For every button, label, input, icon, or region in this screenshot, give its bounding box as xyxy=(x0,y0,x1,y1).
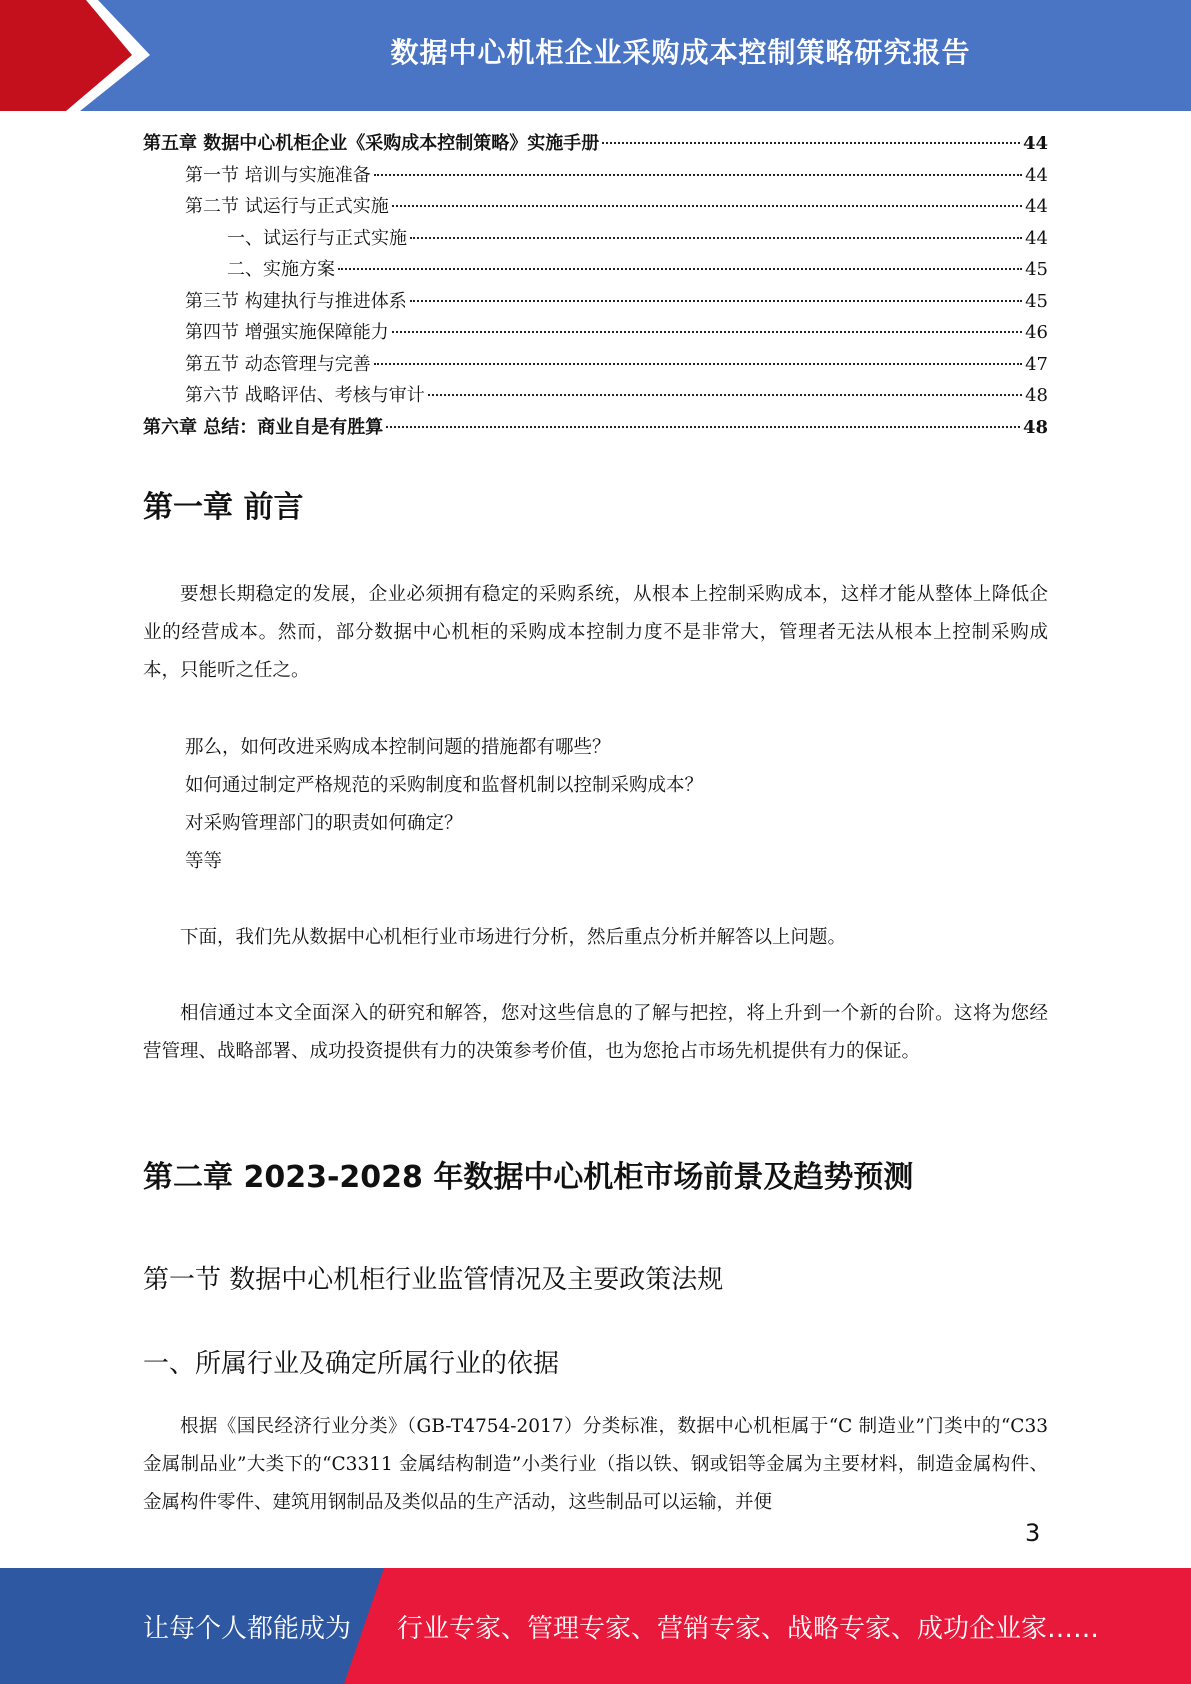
toc-entry[interactable] xyxy=(143,160,1048,192)
subsection-title: 一、所属行业及确定所属行业的依据 xyxy=(143,1349,560,1379)
toc-leader-dots xyxy=(374,363,1022,365)
toc-entry[interactable] xyxy=(143,254,1048,286)
toc-entry-label: 第四节 增强实施保障能力 xyxy=(185,322,389,343)
footer-slogan-left: 让每个人都能成为 xyxy=(143,1613,352,1644)
chapter-1-paragraph-2: 下面，我们先从数据中心机柜行业市场进行分析，然后重点分析并解答以上问题。 xyxy=(180,927,847,948)
toc-entry-label: 二、实施方案 xyxy=(227,259,335,280)
toc-entry[interactable] xyxy=(143,286,1048,318)
toc-entry-label: 第一节 培训与实施准备 xyxy=(185,164,371,186)
toc-entry-page: 44 xyxy=(1025,196,1048,217)
toc-leader-dots xyxy=(392,205,1022,207)
chapter-1-paragraph-3: 相信通过本文全面深入的研究和解答，您对这些信息的了解与把控，将上升到一个新的台阶。这将为您经营管理、战略部署、成功投资提供有力的决策参考价值，也为您抢占市场先机提供有力的保证。 xyxy=(143,1003,1048,1062)
toc-entry[interactable] xyxy=(143,128,1048,160)
question-line-4: 等等 xyxy=(185,851,223,872)
toc-entry[interactable] xyxy=(143,223,1048,255)
toc-entry-page: 45 xyxy=(1025,290,1048,312)
toc-entry[interactable] xyxy=(143,191,1048,223)
toc-leader-dots xyxy=(392,331,1022,333)
toc-leader-dots xyxy=(602,142,1020,144)
toc-entry-page: 48 xyxy=(1022,416,1048,438)
toc-entry[interactable] xyxy=(143,349,1048,381)
toc-leader-dots xyxy=(338,268,1022,270)
toc-entry-label: 第五节 动态管理与完善 xyxy=(185,353,371,375)
toc-entry-label: 第六章 总结：商业自是有胜算 xyxy=(143,416,384,438)
toc-leader-dots xyxy=(374,174,1022,176)
toc-entry[interactable] xyxy=(143,412,1048,444)
page-header xyxy=(0,0,1191,111)
toc-entry-page: 47 xyxy=(1025,353,1048,375)
toc-entry-label: 第六节 战略评估、考核与审计 xyxy=(185,385,425,406)
toc-entry-page: 46 xyxy=(1025,322,1048,343)
toc-leader-dots xyxy=(428,394,1022,396)
table-of-contents xyxy=(143,128,1048,443)
footer-slogan-right: 行业专家、管理专家、营销专家、战略专家、成功企业家…… xyxy=(397,1613,1100,1644)
toc-entry-label: 第二节 试运行与正式实施 xyxy=(185,196,389,217)
toc-entry[interactable] xyxy=(143,317,1048,349)
page-footer xyxy=(0,1568,1191,1684)
toc-entry-page: 44 xyxy=(1025,227,1048,249)
page-number: 3 xyxy=(1025,1519,1041,1547)
toc-leader-dots xyxy=(410,300,1022,302)
header-title: 数据中心机柜企业采购成本控制策略研究报告 xyxy=(390,36,971,69)
toc-entry-label: 第三节 构建执行与推进体系 xyxy=(185,290,407,312)
question-line-2: 如何通过制定严格规范的采购制度和监督机制以控制采购成本？ xyxy=(185,775,704,796)
question-line-3: 对采购管理部门的职责如何确定？ xyxy=(185,813,463,834)
toc-entry-label: 一、试运行与正式实施 xyxy=(227,227,407,249)
chapter-1-paragraph-1: 要想长期稳定的发展，企业必须拥有稳定的采购系统，从根本上控制采购成本，这样才能从整体上降低企业的经营成本。然而，部分数据中心机柜的采购成本控制力度不是非常大，管理者无法从根本上控制采购成本，只能听之任之。 xyxy=(143,584,1048,681)
toc-leader-dots xyxy=(410,237,1022,239)
chapter-1-title: 第一章 前言 xyxy=(143,490,304,525)
chapter-2-title: 第二章 2023-2028 年数据中心机柜市场前景及趋势预测 xyxy=(143,1160,914,1195)
toc-leader-dots xyxy=(386,426,1020,428)
toc-entry-label: 第五章 数据中心机柜企业《采购成本控制策略》实施手册 xyxy=(143,133,600,154)
toc-entry-page: 44 xyxy=(1025,164,1048,186)
toc-entry-page: 44 xyxy=(1022,133,1048,154)
section-title: 第一节 数据中心机柜行业监管情况及主要政策法规 xyxy=(143,1265,724,1295)
toc-entry[interactable] xyxy=(143,380,1048,412)
toc-entry-page: 45 xyxy=(1025,259,1048,280)
chapter-2-paragraph-1: 根据《国民经济行业分类》（GB-T4754-2017）分类标准，数据中心机柜属于“C 制造业”门类中的“C33 金属制品业”大类下的“C3311 金属结构制造”小类行业（指以铁、钢或铝等金属为主要材料，制造金属构件、金属构件零件、建筑用钢制品及类似品的生产活动，这些制品可以运输，并便 xyxy=(143,1416,1048,1513)
question-line-1: 那么，如何改进采购成本控制问题的措施都有哪些？ xyxy=(185,737,611,758)
toc-entry-page: 48 xyxy=(1025,385,1048,406)
